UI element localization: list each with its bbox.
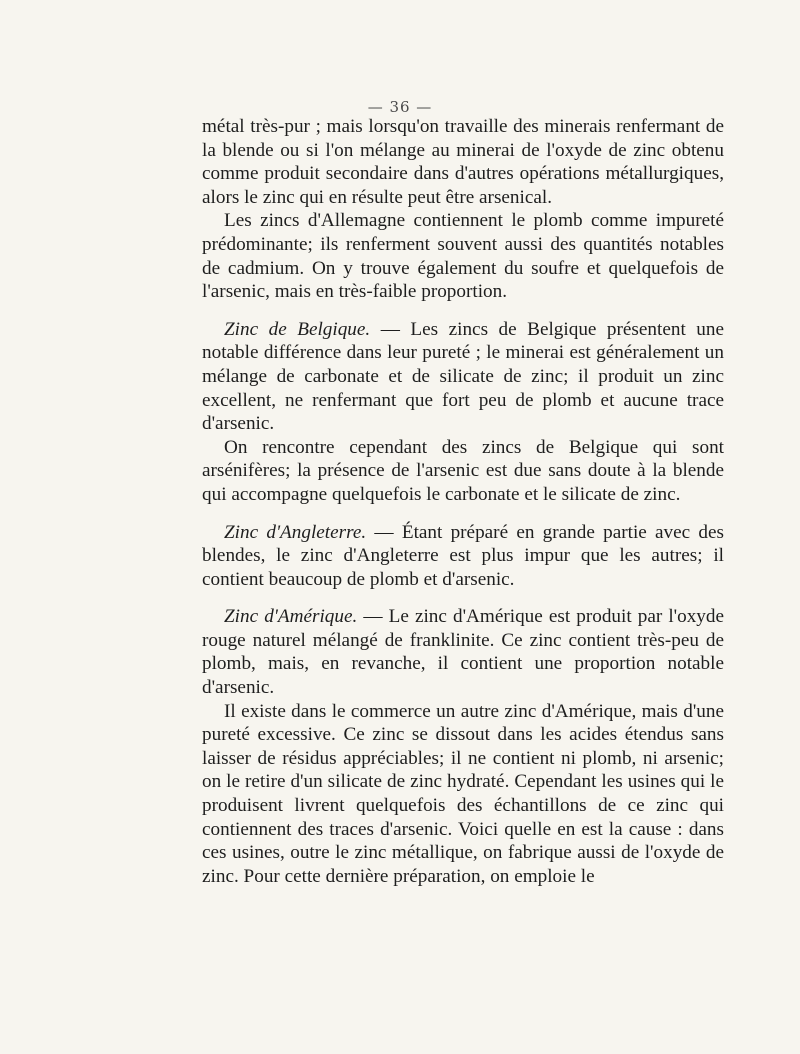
paragraph-1	[202, 115, 724, 209]
paragraph-amerique-text: — Le zinc d'Amérique est produit par l'oxyde rouge naturel mélangé de franklinite. Ce zinc contient très-peu de plomb, mais, en revanche, il contient une proportion notable d'arsenic.	[202, 606, 725, 699]
paragraph-amerique	[202, 605, 724, 699]
paragraph-7	[202, 700, 724, 889]
body-text	[202, 115, 724, 888]
paragraph-angleterre-text: — Étant préparé en grande partie avec des blendes, le zinc d'Angleterre est plus impur que les autres; il contient beaucoup de plomb et d'arsenic.	[202, 521, 724, 590]
paragraph-angleterre	[202, 521, 724, 592]
page-number: — 36 —	[367, 98, 433, 116]
paragraph-belgique	[202, 318, 724, 436]
paragraph-2	[202, 209, 724, 303]
paragraph-1-text: métal très-pur ; mais lorsqu'on travaille des minerais renfermant de la blende ou si l'on mélange au minerai de l'oxyde de zinc obtenu comme produit secondaire dans d'autres opérations métallurgiques, alors le zinc qui en résulte peut être arsenical.	[202, 116, 724, 208]
section-heading-angleterre: Zinc d'Angleterre.	[224, 521, 367, 543]
section-heading-belgique: Zinc de Belgique.	[224, 318, 371, 340]
section-heading-amerique: Zinc d'Amérique.	[224, 606, 358, 628]
paragraph-4	[202, 436, 724, 507]
paragraph-2-text: Les zincs d'Allemagne contiennent le plomb comme impureté prédominante; ils renferment souvent aussi des quantités notables de cadmium. On y trouve également du soufre et quelquefois de l'arsenic, mais en très-faible proportion.	[202, 210, 724, 303]
paragraph-7-text: Il existe dans le commerce un autre zinc d'Amérique, mais d'une pureté excessive. Ce zinc se dissout dans les acides étendus sans laisser de résidus appréciables; il ne contient ni plomb, ni arsenic; on le retire d'un silicate de zinc hydraté. Cependant les usines qui le produisent livrent quelquefois des échantillons de ce zinc qui contiennent des traces d'arsenic. Voici quelle en est la cause : dans ces usines, outre le zinc métallique, on fabrique aussi de l'oxyde de zinc. Pour cette dernière préparation, on emploie le	[202, 700, 724, 887]
paragraph-4-text: On rencontre cependant des zincs de Belgique qui sont arsénifères; la présence de l'arsenic est due sans doute à la blende qui accompagne quelquefois le carbonate et le silicate de zinc.	[202, 436, 724, 505]
paragraph-belgique-text: — Les zincs de Belgique présentent une notable différence dans leur pureté ; le minerai est généralement un mélange de carbonate et de silicate de zinc; il produit un zinc excellent, ne renfermant que fort peu de plomb et aucune trace d'arsenic.	[202, 318, 724, 435]
